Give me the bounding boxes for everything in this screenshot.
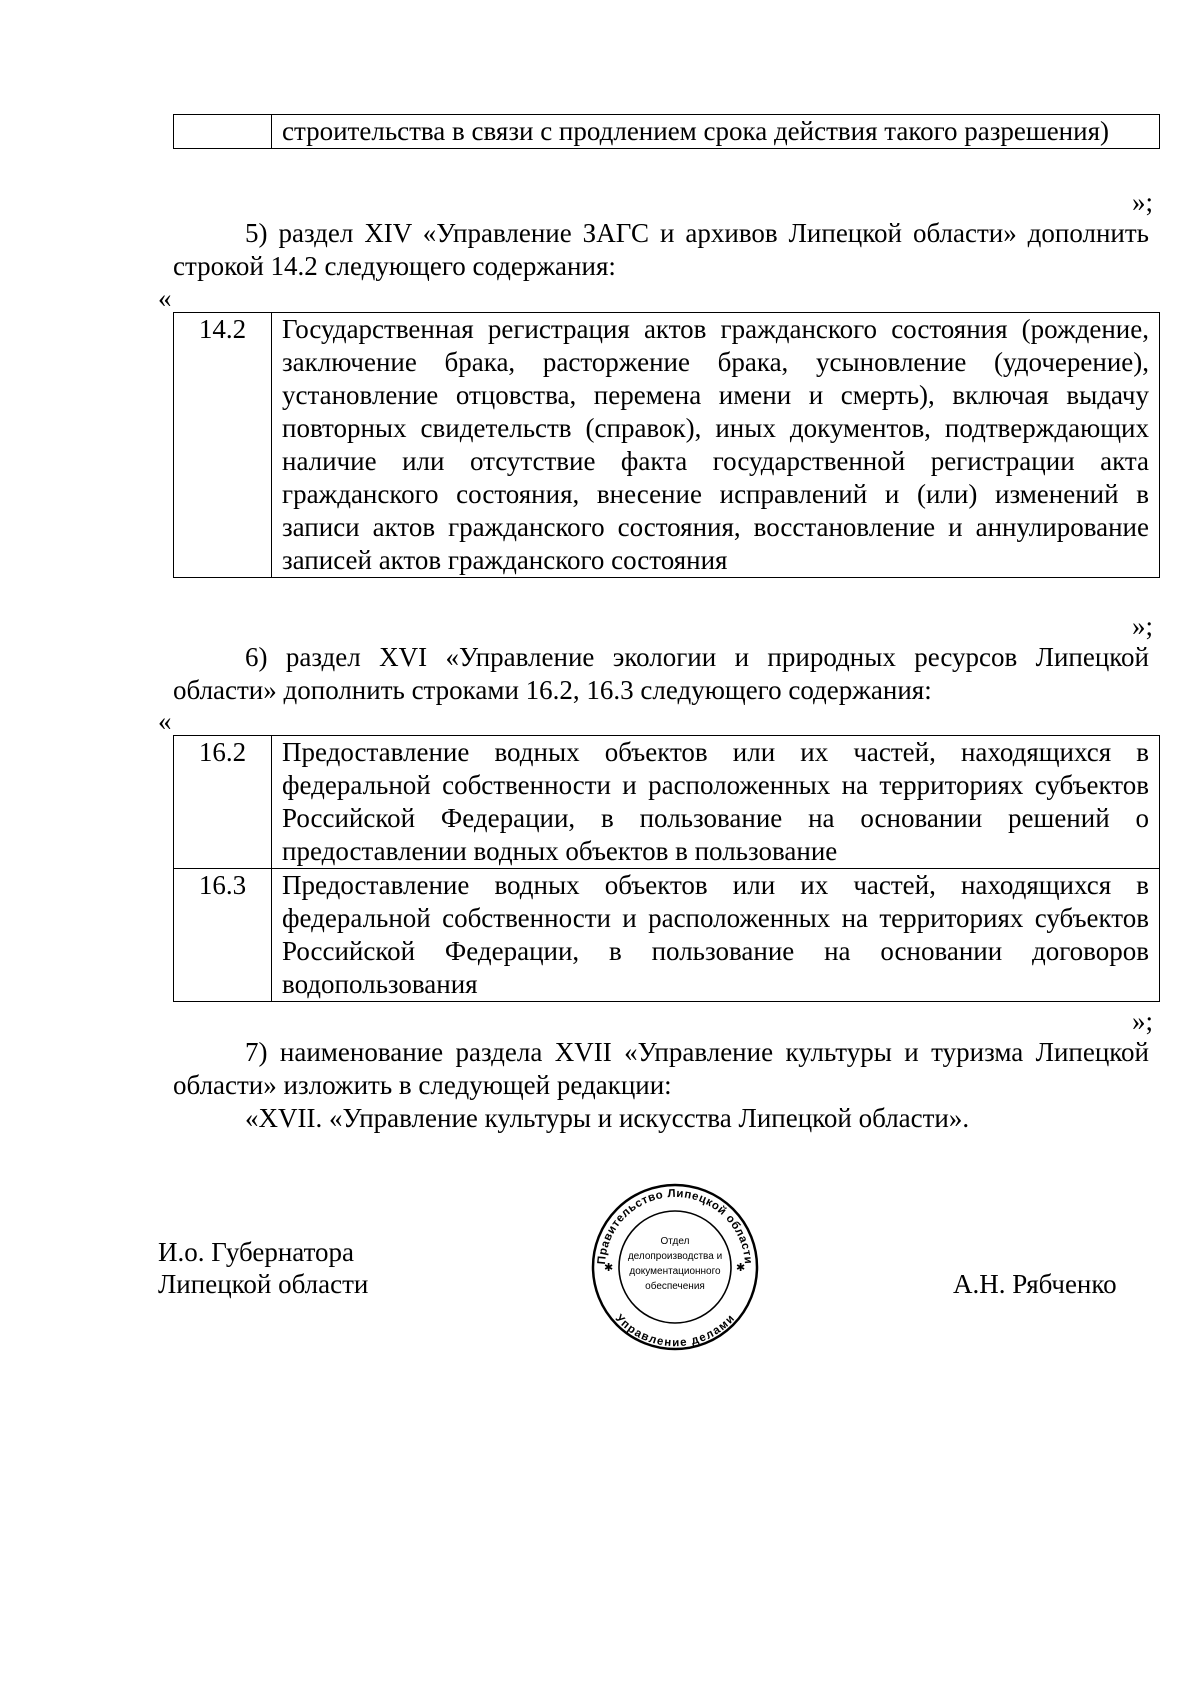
stamp-inner-line: делопроизводства и <box>627 1251 723 1262</box>
table-section-14 <box>173 312 1160 578</box>
stamp-top-arc-text: Правительство Липецкой области <box>595 1187 755 1265</box>
stamp-inner-line: Отдел <box>660 1236 690 1247</box>
closing-quote: »; <box>1131 611 1153 641</box>
star-icon: ✱ <box>604 1262 614 1274</box>
row-number: 16.3 <box>174 869 272 1002</box>
table-top-fragment <box>173 114 1160 149</box>
table-row <box>174 869 1160 1002</box>
paragraph-6: 6) раздел XVI «Управление экологии и природных ресурсов Липецкой области» дополнить строками 16.2, 16.3 следующего содержания: <box>173 642 1149 705</box>
stamp-bottom-arc-text: Управление делами <box>612 1312 738 1350</box>
row-number: 16.2 <box>174 736 272 869</box>
signatory-position-line1: И.о. Губернатора <box>158 1237 355 1267</box>
table-row <box>174 115 1160 149</box>
seal-stamp <box>590 1182 760 1352</box>
paragraph-7: 7) наименование раздела XVII «Управление культуры и туризма Липецкой области» изложить в следующей редакции: <box>173 1037 1149 1100</box>
star-icon: ✱ <box>736 1262 746 1274</box>
row-text: Предоставление водных объектов или их частей, находящихся в федеральной собственности и расположенных на территориях субъектов Российской Федерации, в пользование на основании решений о предоставлении водных объектов в пользование <box>272 736 1160 869</box>
opening-quote: « <box>158 706 172 736</box>
row-text: строительства в связи с продлением срока действия такого разрешения) <box>272 115 1160 149</box>
row-number <box>174 115 272 149</box>
table-section-16 <box>173 735 1160 1002</box>
closing-quote: »; <box>1131 1006 1153 1036</box>
table-row <box>174 736 1160 869</box>
stamp-inner-line: обеспечения <box>645 1281 705 1292</box>
paragraph-7-quote: «XVII. «Управление культуры и искусства Липецкой области». <box>245 1103 970 1133</box>
signatory-position-line2: Липецкой области <box>158 1269 369 1299</box>
table-row <box>174 313 1160 578</box>
row-number: 14.2 <box>174 313 272 578</box>
paragraph-5: 5) раздел XIV «Управление ЗАГС и архивов Липецкой области» дополнить строкой 14.2 следующего содержания: <box>173 218 1149 281</box>
svg-text:Управление делами <box>613 1313 738 1350</box>
stamp-inner-line: документационного <box>629 1266 721 1277</box>
row-text: Предоставление водных объектов или их частей, находящихся в федеральной собственности и расположенных на территориях субъектов Российской Федерации, в пользование на основании договоров водопользования <box>272 869 1160 1002</box>
row-text: Государственная регистрация актов гражданского состояния (рождение, заключение брака, расторжение брака, усыновление (удочерение), установление отцовства, перемена имени и смерть), включая выдачу повторных свидетельств (справок), иных документов, подтверждающих наличие или отсутствие факта государственной регистрации акта гражданского состояния, внесение исправлений и (или) изменений в записи актов гражданского состояния, восстановление и аннулирование записей актов гражданского состояния <box>272 313 1160 578</box>
opening-quote: « <box>158 283 172 313</box>
closing-quote: »; <box>1131 187 1153 217</box>
signatory-name: А.Н. Рябченко <box>953 1269 1117 1299</box>
